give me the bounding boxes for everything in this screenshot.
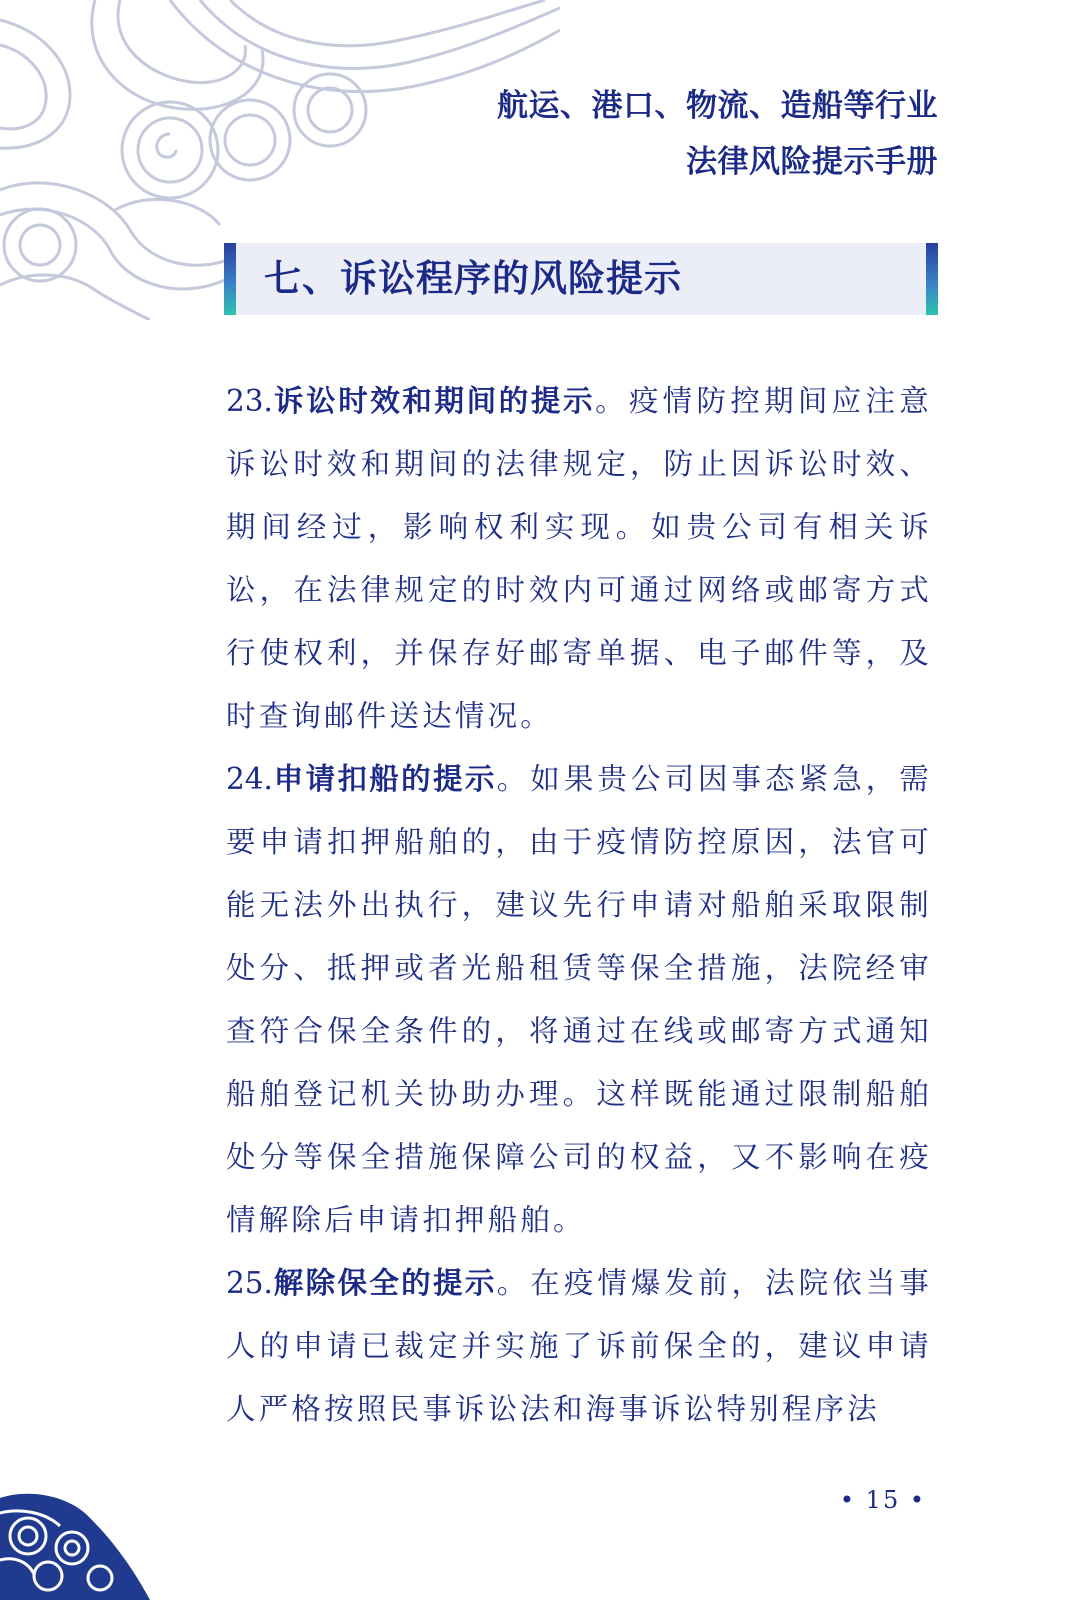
item-number: 25.	[226, 1266, 273, 1300]
item-body: 。如果贵公司因事态紧急，需要申请扣押船舶的，由于疫情防控原因，法官可能无法外出执行，建议先行申请对船舶采取限制处分、抵押或者光船租赁等保全措施，法院经审查符合保全条件的，将通过在线或邮寄方式通知船舶登记机关协助办理。这样既能通过限制船舶处分等保全措施保障公司的权益，又不影响在疫情解除后申请扣押船舶。	[226, 762, 932, 1237]
item-heading: 诉讼时效和期间的提示	[272, 384, 596, 418]
paragraph-item-25	[226, 1252, 932, 1441]
page-number: • 15 •	[839, 1486, 926, 1514]
section-title: 七、诉讼程序的风险提示	[264, 257, 682, 300]
banner-accent-bar-right	[926, 243, 938, 315]
item-heading: 申请扣船的提示	[272, 762, 497, 796]
handbook-title-line2: 法律风险提示手册	[686, 144, 938, 180]
item-number: 23.	[226, 384, 273, 418]
banner-accent-bar-left	[224, 243, 236, 315]
item-number: 24.	[226, 762, 273, 796]
item-body: 。在疫情爆发前，法院依当事人的申请已裁定并实施了诉前保全的，建议申请人严格按照民事诉讼法和海事诉讼特别程序法	[226, 1266, 932, 1426]
document-body	[226, 370, 932, 1441]
section-banner	[224, 243, 938, 315]
cloud-pattern-decoration-bottom	[0, 1478, 150, 1600]
item-body: 。疫情防控期间应注意诉讼时效和期间的法律规定，防止因诉讼时效、期间经过，影响权利实现。如贵公司有相关诉讼，在法律规定的时效内可通过网络或邮寄方式行使权利，并保存好邮寄单据、电子邮件等，及时查询邮件送达情况。	[226, 384, 932, 733]
handbook-header	[497, 78, 938, 190]
item-heading: 解除保全的提示	[272, 1266, 497, 1300]
paragraph-item-24	[226, 748, 932, 1252]
handbook-title-line1: 航运、港口、物流、造船等行业	[497, 88, 938, 124]
paragraph-item-23	[226, 370, 932, 748]
